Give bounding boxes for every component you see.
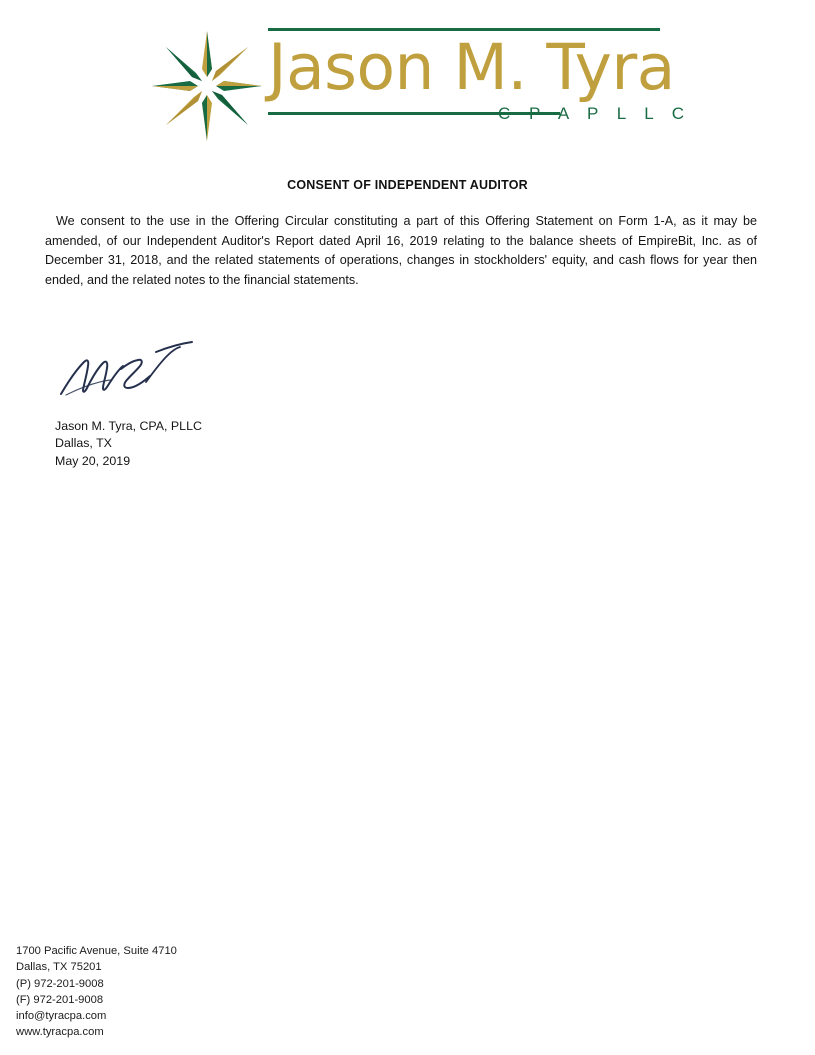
- footer-address-line2: Dallas, TX 75201: [16, 961, 102, 974]
- firm-wordmark: [268, 28, 692, 133]
- footer-phone: (P) 972-201-9008: [16, 977, 104, 990]
- firm-name: Jason M. Tyra: [268, 31, 675, 104]
- compass-star-logo-icon: [146, 25, 268, 147]
- page-title: CONSENT OF INDEPENDENT AUDITOR: [287, 178, 528, 192]
- signature-location: Dallas, TX: [55, 436, 112, 451]
- footer-contact-block: [16, 943, 177, 1041]
- signature-date: May 20, 2019: [55, 453, 131, 468]
- footer-website: www.tyracpa.com: [16, 1026, 104, 1039]
- firm-credentials: C P A P L L C: [498, 104, 692, 123]
- letterhead: [0, 0, 815, 155]
- signature-block: [55, 418, 202, 470]
- footer-fax: (F) 972-201-9008: [16, 993, 104, 1006]
- footer-address-line1: 1700 Pacific Avenue, Suite 4710: [16, 945, 177, 957]
- handwritten-signature: [58, 338, 208, 400]
- footer-email: info@tyracpa.com: [16, 1010, 107, 1023]
- consent-body-text: We consent to the use in the Offering Circular constituting a part of this Offering Statement on Form 1-A, as it may be amended, of our Independent Auditor's Report dated April 16, 2019 relating to the balance sheets of EmpireBit, Inc. as of December 31, 2018, and the related statements of operations, changes in stockholders' equity, and cash flows for year then ended, and the related notes to the financial statements.: [45, 214, 757, 287]
- signature-firm: Jason M. Tyra, CPA, PLLC: [55, 419, 202, 433]
